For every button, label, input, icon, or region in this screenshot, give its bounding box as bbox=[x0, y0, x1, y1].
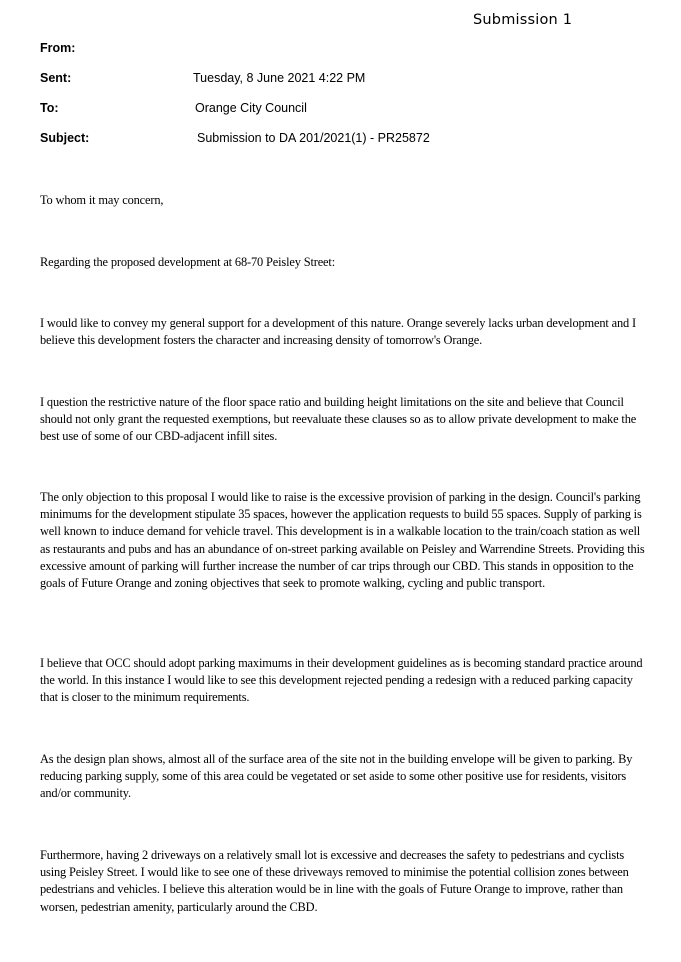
intro-line: Regarding the proposed development at 68-70 Peisley Street: bbox=[40, 255, 335, 269]
paragraph-parking-maximums: I believe that OCC should adopt parking maximums in their development guidelines as is becoming standard practice around the world. In this instance I would like to see this development rejected pending a redesign with a reduced parking capacity that is closer to the minimum requirements. bbox=[40, 656, 643, 705]
salutation: To whom it may concern, bbox=[40, 193, 164, 207]
paragraph-surface-area: As the design plan shows, almost all of the surface area of the site not in the building envelope will be given to parking. By reducing parking supply, some of this area could be vegetated or set aside to some other positive use for residents, visitors and/or community. bbox=[40, 752, 633, 801]
subject-label: Subject: bbox=[40, 131, 90, 145]
sent-label: Sent: bbox=[40, 71, 72, 85]
paragraph-support: I would like to convey my general support for a development of this nature. Orange severely lacks urban development and I believe this development fosters the character and increasing density of tomorrow's Orange. bbox=[40, 316, 637, 348]
submission-label: Submission 1 bbox=[473, 12, 573, 28]
to-value: Orange City Council bbox=[195, 101, 307, 115]
sent-value: Tuesday, 8 June 2021 4:22 PM bbox=[193, 71, 366, 85]
subject-value: Submission to DA 201/2021(1) - PR25872 bbox=[197, 131, 430, 145]
to-label: To: bbox=[40, 101, 59, 115]
paragraph-parking-objection: The only objection to this proposal I would like to raise is the excessive provision of parking in the design. Council's parking minimums for the development stipulate 35 spaces, however the application requests to build 55 spaces. Supply of parking is well known to induce demand for vehicle travel. This development is in a walkable location to the train/coach station as well as restaurants and pubs and has an abundance of on-street parking available on Peisley and Warrendine Streets. Providing this excessive amount of parking will further increase the number of car trips through our CBD. This stands in opposition to the goals of Future Orange and zoning objectives that seek to promote walking, cycling and public transport. bbox=[40, 490, 645, 591]
paragraph-floor-space: I question the restrictive nature of the floor space ratio and building height limitations on the site and believe that Council should not only grant the requested exemptions, but reevaluate these clauses so as to allow private development to make the best use of some of our CBD-adjacent infill sites. bbox=[40, 395, 637, 444]
paragraph-driveways: Furthermore, having 2 driveways on a relatively small lot is excessive and decreases the safety to pedestrians and cyclists using Peisley Street. I would like to see one of these driveways removed to minimise the potential collision zones between pedestrians and vehicles. I believe this alteration would be in line with the goals of Future Orange to improve, rather than worsen, pedestrian amenity, particularly around the CBD. bbox=[40, 848, 629, 914]
from-label: From: bbox=[40, 41, 76, 55]
